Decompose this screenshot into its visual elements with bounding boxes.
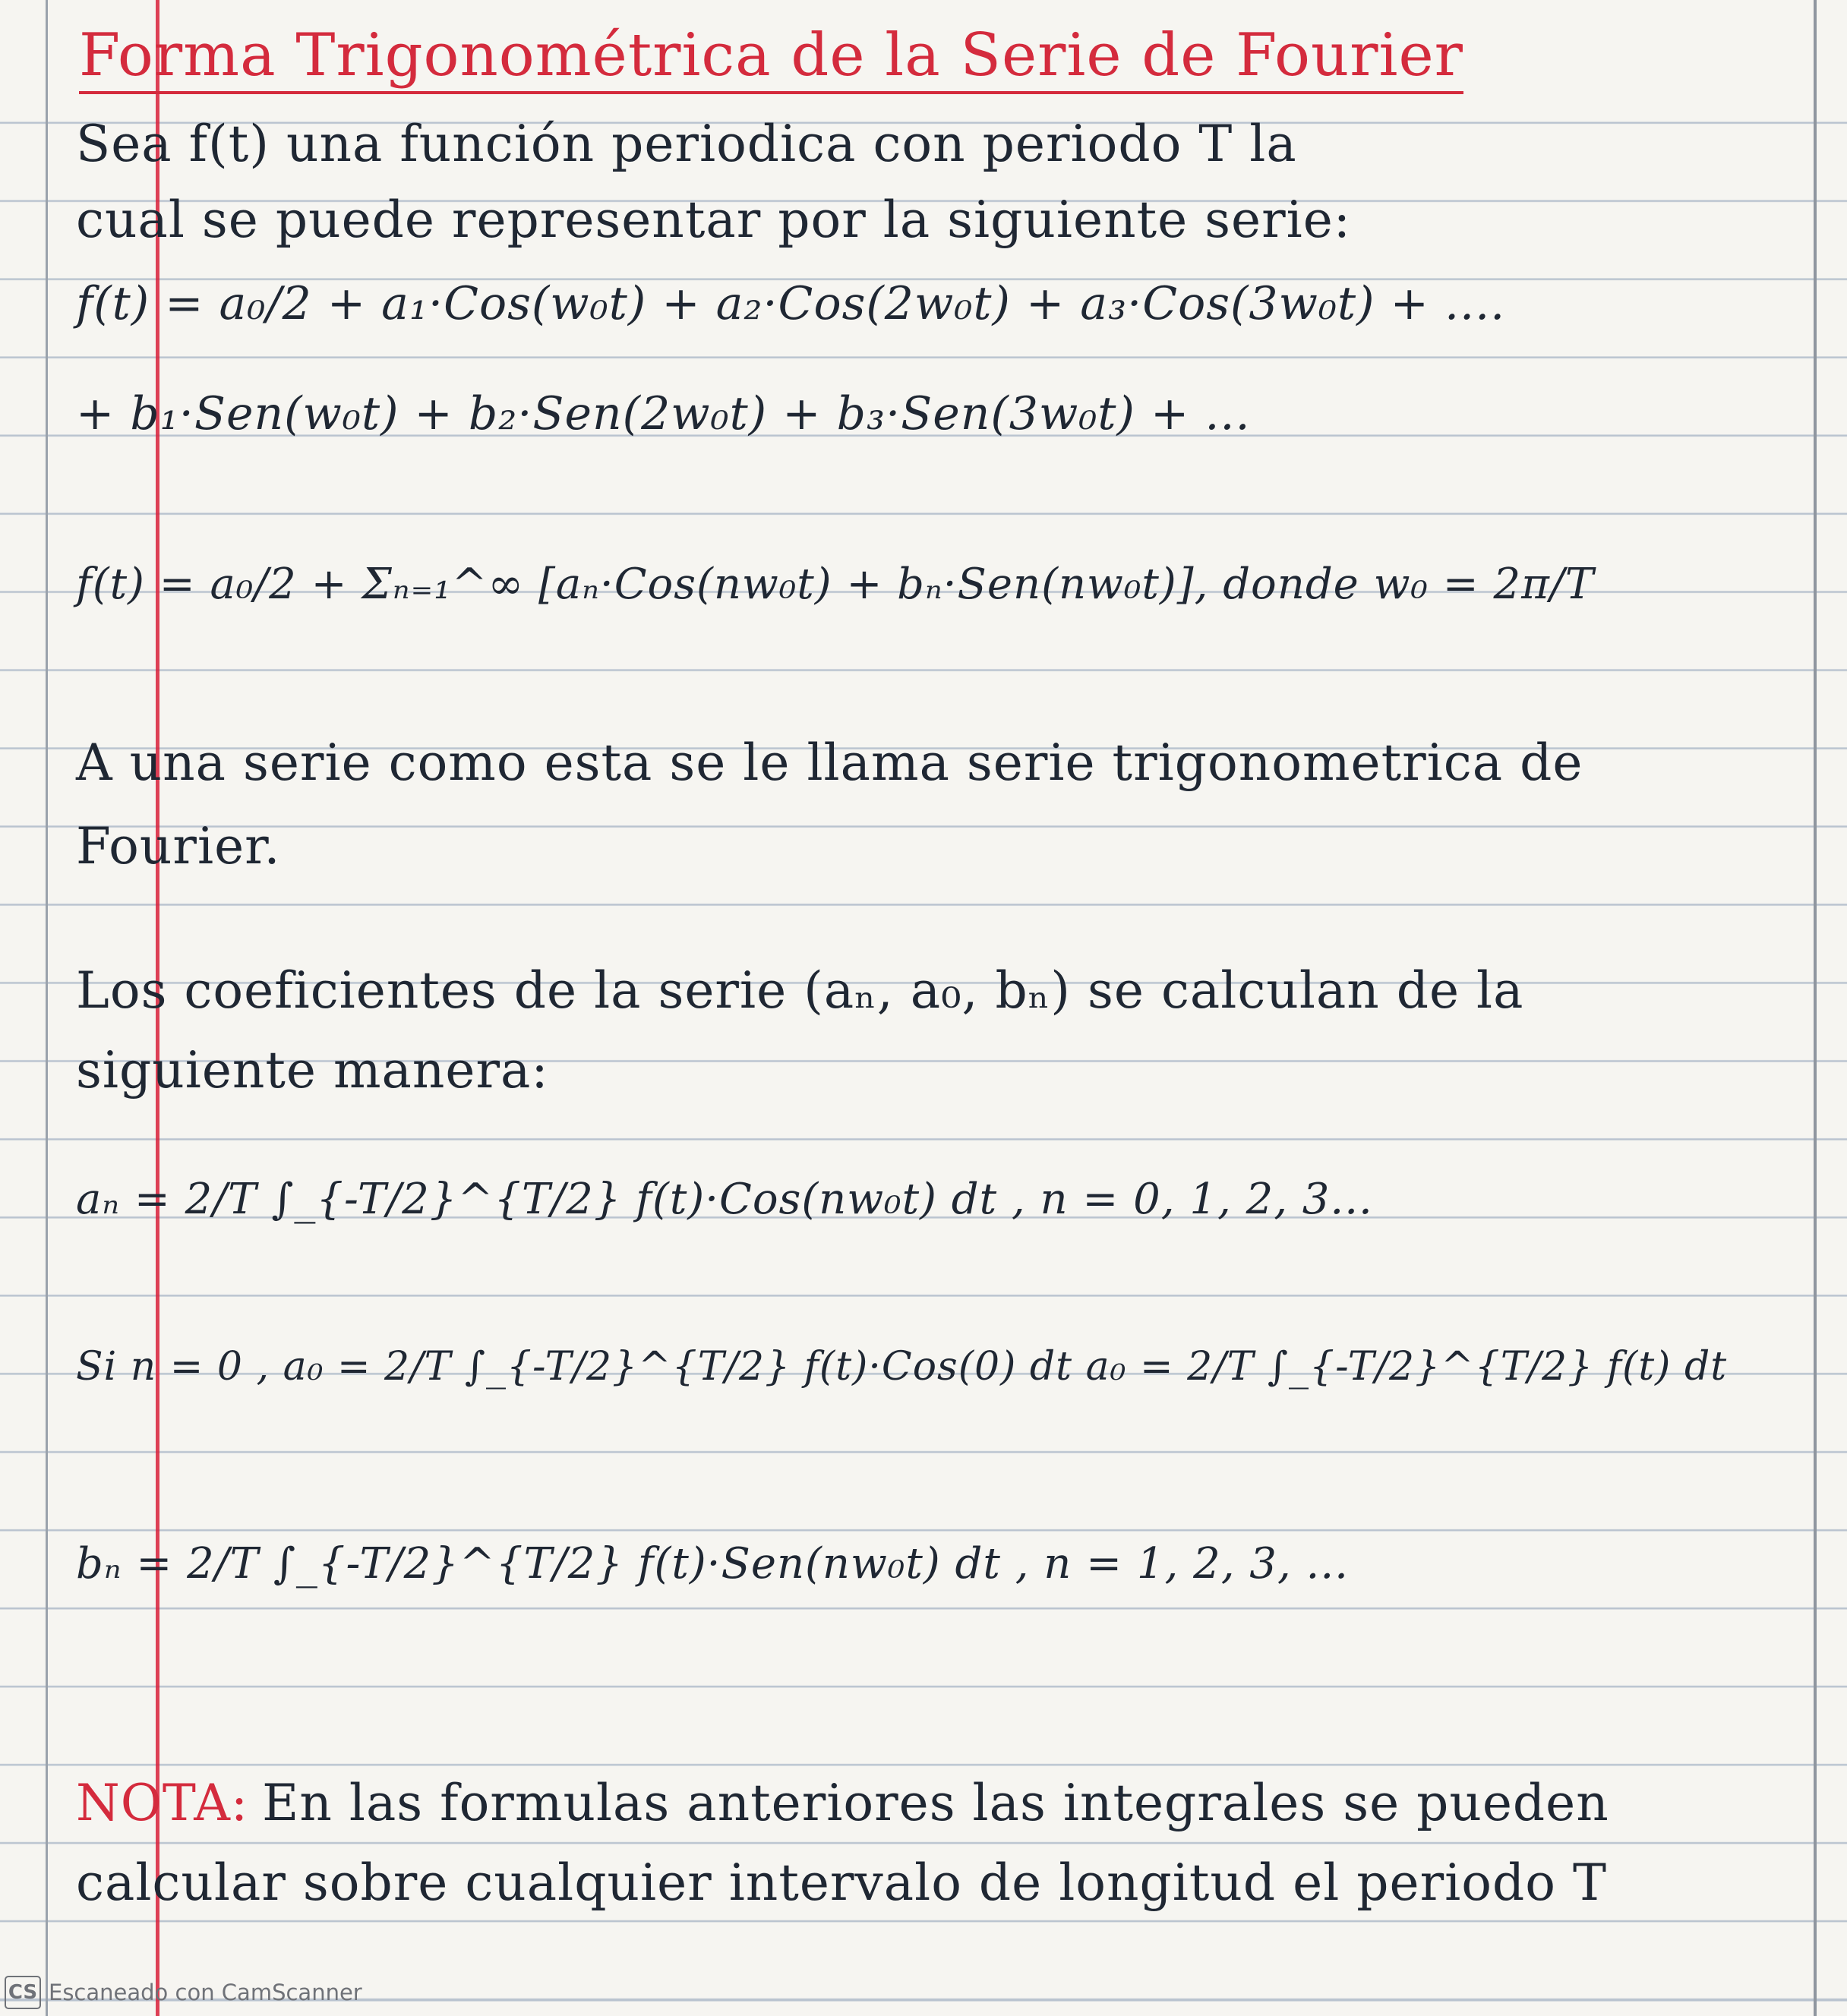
formula-bn: bₙ = 2/T ∫_{-T/2}^{T/2} f(t)·Sen(nw₀t) dt , n = 1, 2, 3, ... [76,1539,1349,1589]
page-title: Forma Trigonométrica de la Serie de Fourier [79,21,1463,94]
text-line-3: A una serie como esta se le llama serie trigonometrica de [76,734,1583,792]
text-line-5: Los coeficientes de la serie (aₙ, a₀, bₙ) se calculan de la [76,961,1524,1020]
note-line-1 [76,1773,1609,1834]
formula-a0: Si n = 0 , a₀ = 2/T ∫_{-T/2}^{T/2} f(t)·Cos(0) dt a₀ = 2/T ∫_{-T/2}^{T/2} f(t) dt [76,1344,1728,1390]
text-line-4: Fourier. [76,817,281,875]
page-left-edge [46,0,48,2016]
text-line-6: siguiente manera: [76,1041,549,1099]
camscanner-watermark [5,1976,362,2009]
text-line-2: cual se puede representar por la siguiente serie: [76,191,1352,249]
page-right-edge [1814,0,1817,2016]
watermark-text: Escaneado con CamScanner [49,1980,362,2005]
formula-series-compact: f(t) = a₀/2 + Σₙ₌₁^∞ [aₙ·Cos(nw₀t) + bₙ·Sen(nw₀t)], donde w₀ = 2π/T [76,560,1595,609]
camscanner-logo-icon: CS [5,1976,41,2009]
text-line-1: Sea f(t) una función periodica con periodo T la [76,115,1297,173]
formula-series-cos: f(t) = a₀/2 + a₁·Cos(w₀t) + a₂·Cos(2w₀t) + a₃·Cos(3w₀t) + .... [76,277,1506,330]
formula-series-sen: + b₁·Sen(w₀t) + b₂·Sen(2w₀t) + b₃·Sen(3w₀t) + ... [76,387,1251,440]
formula-an: aₙ = 2/T ∫_{-T/2}^{T/2} f(t)·Cos(nw₀t) dt , n = 0, 1, 2, 3... [76,1175,1373,1224]
note-label: NOTA: [76,1774,249,1832]
note-line-2: calcular sobre cualquier intervalo de longitud el periodo T [76,1854,1607,1912]
note-text-1: En las formulas anteriores las integrales se pueden [262,1774,1609,1832]
